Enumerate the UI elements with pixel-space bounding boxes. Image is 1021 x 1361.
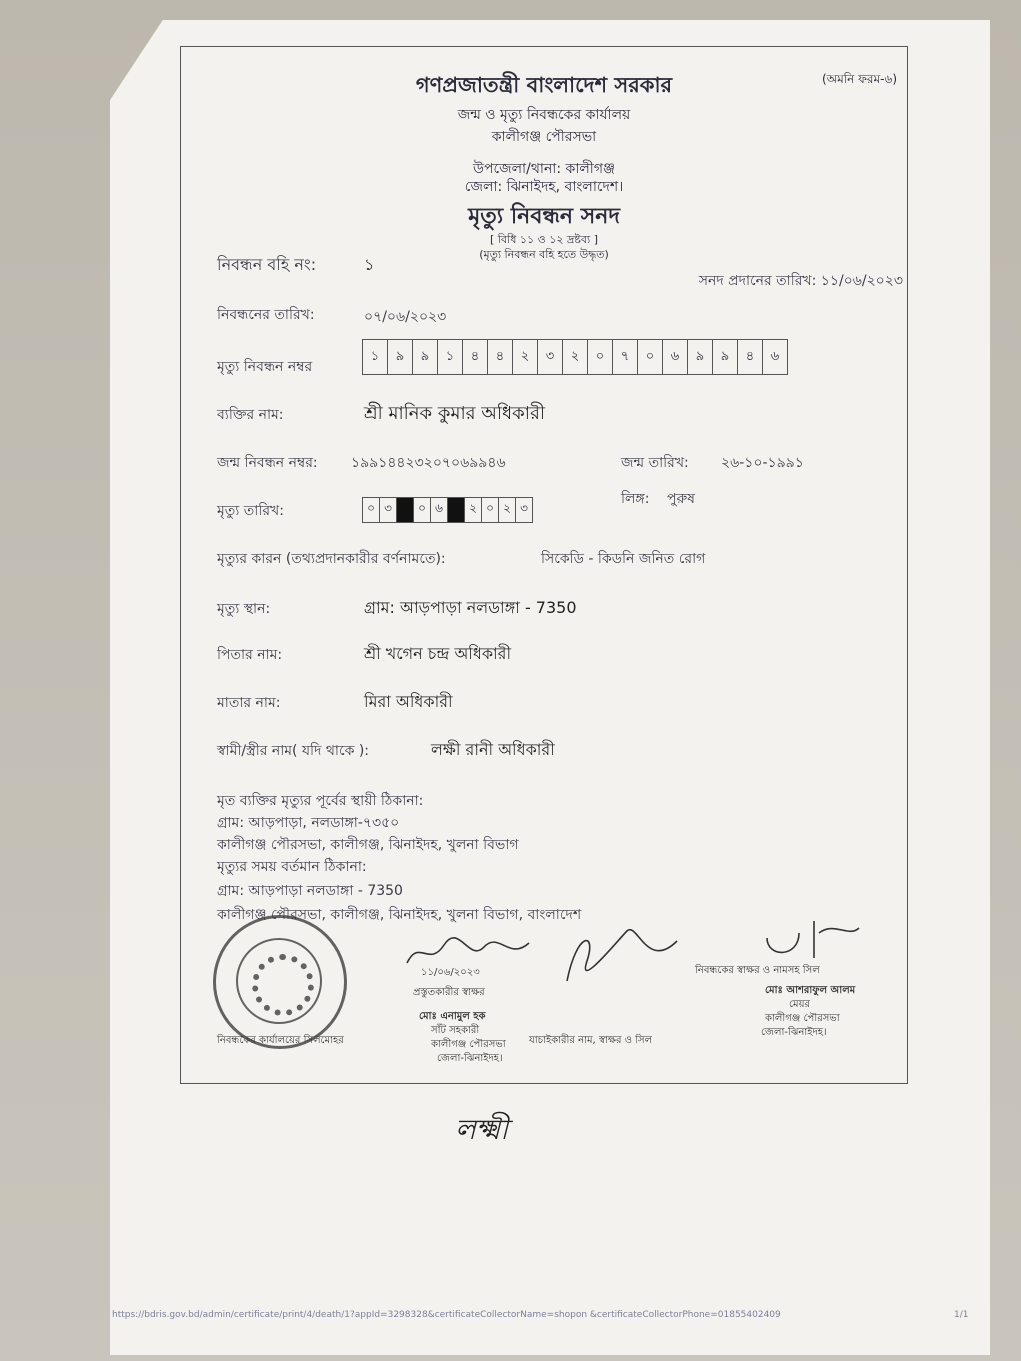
verifier-signature bbox=[557, 921, 687, 991]
registrar-district: জেলা-ঝিনাইদহ। bbox=[761, 1027, 827, 1038]
government-title: গণপ্রজাতন্ত্রী বাংলাদেশ সরকার bbox=[415, 73, 673, 97]
current-address-line1: গ্রাম: আড়পাড়া নলডাঙ্গা - 7350 bbox=[217, 883, 403, 899]
gender-label: লিঙ্গ: bbox=[621, 491, 650, 507]
gender-value: পুরুষ bbox=[667, 491, 695, 507]
dob-label: জন্ম তারিখ: bbox=[621, 455, 689, 471]
registration-date-label: নিবন্ধনের তারিখ: bbox=[217, 307, 315, 323]
death-date-boxes bbox=[362, 497, 533, 523]
form-number: (অমনি ফরম-৬) bbox=[822, 72, 897, 86]
current-address-line2: কালীগঞ্জ পৌরসভা, কালীগঞ্জ, ঝিনাইদহ, খুলনা বিভাগ, বাংলাদেশ bbox=[217, 907, 582, 923]
digit-box: ৩ bbox=[538, 340, 563, 374]
digit-box: ৬ bbox=[663, 340, 688, 374]
permanent-address-line2: কালীগঞ্জ পৌরসভা, কালীগঞ্জ, ঝিনাইদহ, খুলনা বিভাগ bbox=[217, 837, 519, 853]
birth-reg-value: ১৯৯১৪৪২৩২০৭০৬৯৯৪৬ bbox=[351, 455, 506, 471]
place-label: মৃত্যু স্থান: bbox=[217, 601, 271, 617]
father-value: শ্রী খগেন চন্দ্র অধিকারী bbox=[364, 644, 512, 663]
page-number: 1/1 bbox=[954, 1310, 969, 1320]
district-line: জেলা: ঝিনাইদহ, বাংলাদেশ। bbox=[464, 179, 624, 195]
current-address-label: মৃত্যুর সময় বর্তমান ঠিকানা: bbox=[217, 859, 367, 875]
death-reg-no-label: মৃত্যু নিবন্ধন নম্বর bbox=[217, 359, 313, 375]
digit-box: ২ bbox=[563, 340, 588, 374]
issue-date: সনদ প্রদানের তারিখ: ১১/০৬/২০২৩ bbox=[698, 273, 903, 289]
handwritten-signature: লক্ষ্মী bbox=[455, 1113, 509, 1146]
digit-box: ০ bbox=[638, 340, 663, 374]
registrar-name: মোঃ আশরাফুল আলম bbox=[765, 985, 856, 996]
registrar-label: নিবন্ধকের স্বাক্ষর ও নামসহ সিল bbox=[695, 965, 820, 976]
digit-box: ৯ bbox=[713, 340, 738, 374]
date-box: ৩ bbox=[520, 501, 528, 515]
digit-box: ৯ bbox=[388, 340, 413, 374]
verifier-label: যাচাইকারীর নাম, স্বাক্ষর ও সিল bbox=[529, 1035, 653, 1046]
preparer-name: মোঃ এনামুল হক bbox=[419, 1011, 486, 1022]
upazila-line: উপজেলা/থানা: কালীগঞ্জ bbox=[473, 161, 615, 177]
date-box: ৩ bbox=[380, 498, 397, 522]
birth-reg-label: জন্ম নিবন্ধন নম্বর: bbox=[217, 455, 318, 471]
preparer-title: সাঁট সহকারী bbox=[431, 1025, 480, 1036]
preparer-date: ১১/০৬/২০২৩ bbox=[421, 967, 480, 978]
certificate-title: মৃত্যু নিবন্ধন সনদ bbox=[468, 204, 620, 229]
register-book-value: ১ bbox=[364, 255, 375, 274]
digit-box: ১ bbox=[438, 340, 463, 374]
preparer-office: কালীগঞ্জ পৌরসভা bbox=[431, 1039, 506, 1050]
mother-label: মাতার নাম: bbox=[217, 695, 281, 711]
date-box: ০ bbox=[482, 498, 499, 522]
source-note: (মৃত্যু নিবন্ধন বহি হতে উদ্ধৃত) bbox=[479, 248, 609, 261]
registrar-title: মেয়র bbox=[789, 999, 811, 1010]
cause-value: সিকেডি - কিডনি জনিত রোগ bbox=[541, 551, 706, 567]
permanent-address-line1: গ্রাম: আড়পাড়া, নলডাঙ্গা-৭৩৫০ bbox=[217, 815, 400, 831]
permanent-address-label: মৃত ব্যক্তির মৃত্যুর পূর্বের স্থায়ী ঠিকানা: bbox=[217, 793, 424, 809]
name-value: শ্রী মানিক কুমার অধিকারী bbox=[364, 403, 545, 424]
father-label: পিতার নাম: bbox=[217, 647, 283, 663]
register-book-label: নিবন্ধন বহি নং: bbox=[217, 255, 317, 274]
spouse-value: লক্ষী রানী অধিকারী bbox=[431, 740, 555, 759]
preparer-label: প্রস্তুতকারীর স্বাক্ষর bbox=[413, 987, 485, 998]
death-reg-no-boxes bbox=[362, 339, 788, 375]
date-box: ০ bbox=[363, 498, 380, 522]
preparer-district: জেলা-ঝিনাইদহ। bbox=[437, 1053, 503, 1064]
print-url: https://bdris.gov.bd/admin/certificate/print/4/death/1?appId=3298328&certificateCollectorName=shopon &certificateCollectorPhone=01855402409 bbox=[112, 1310, 781, 1320]
office-name: জন্ম ও মৃত্যু নিবন্ধকের কার্যালয় bbox=[457, 107, 631, 123]
date-box: ০ bbox=[414, 498, 431, 522]
digit-box: ১ bbox=[363, 340, 388, 374]
date-separator-box bbox=[448, 498, 465, 522]
cause-label: মৃত্যুর কারন (তথ্যপ্রদানকারীর বর্ণনামতে): bbox=[217, 551, 446, 567]
digit-box: ৯ bbox=[413, 340, 438, 374]
dob-value: ২৬-১০-১৯৯১ bbox=[721, 455, 804, 471]
date-box: ৬ bbox=[431, 498, 448, 522]
death-date-label: মৃত্যু তারিখ: bbox=[217, 503, 284, 519]
digit-box: ২ bbox=[513, 340, 538, 374]
date-box: ২ bbox=[465, 498, 482, 522]
registrar-office: কালীগঞ্জ পৌরসভা bbox=[765, 1013, 840, 1024]
digit-box: ৪ bbox=[463, 340, 488, 374]
digit-box: ৬ bbox=[770, 348, 780, 364]
date-box: ২ bbox=[499, 498, 516, 522]
office-seal bbox=[213, 915, 347, 1049]
digit-box: ৯ bbox=[688, 340, 713, 374]
digit-box: ০ bbox=[588, 340, 613, 374]
spouse-label: স্বামী/স্ত্রীর নাম( যদি থাকে ): bbox=[217, 743, 370, 759]
registration-date-value: ০৭/০৬/২০২৩ bbox=[364, 309, 447, 325]
digit-box: ৭ bbox=[613, 340, 638, 374]
digit-box: ৪ bbox=[488, 340, 513, 374]
rule-reference: [ বিধি ১১ ও ১২ দ্রষ্টব্য ] bbox=[489, 233, 599, 246]
seal-label: নিবন্ধকের কার্যালয়ের সিলমোহর bbox=[217, 1035, 344, 1046]
place-value: গ্রাম: আড়পাড়া নলডাঙ্গা - 7350 bbox=[364, 598, 577, 617]
municipality-name: কালীগঞ্জ পৌরসভা bbox=[491, 129, 597, 145]
certificate-frame bbox=[180, 46, 908, 1084]
date-separator-box bbox=[397, 498, 414, 522]
name-label: ব্যক্তির নাম: bbox=[217, 407, 284, 423]
mother-value: মিরা অধিকারী bbox=[364, 692, 453, 711]
registrar-signature bbox=[759, 913, 869, 963]
digit-box: ৪ bbox=[738, 340, 763, 374]
